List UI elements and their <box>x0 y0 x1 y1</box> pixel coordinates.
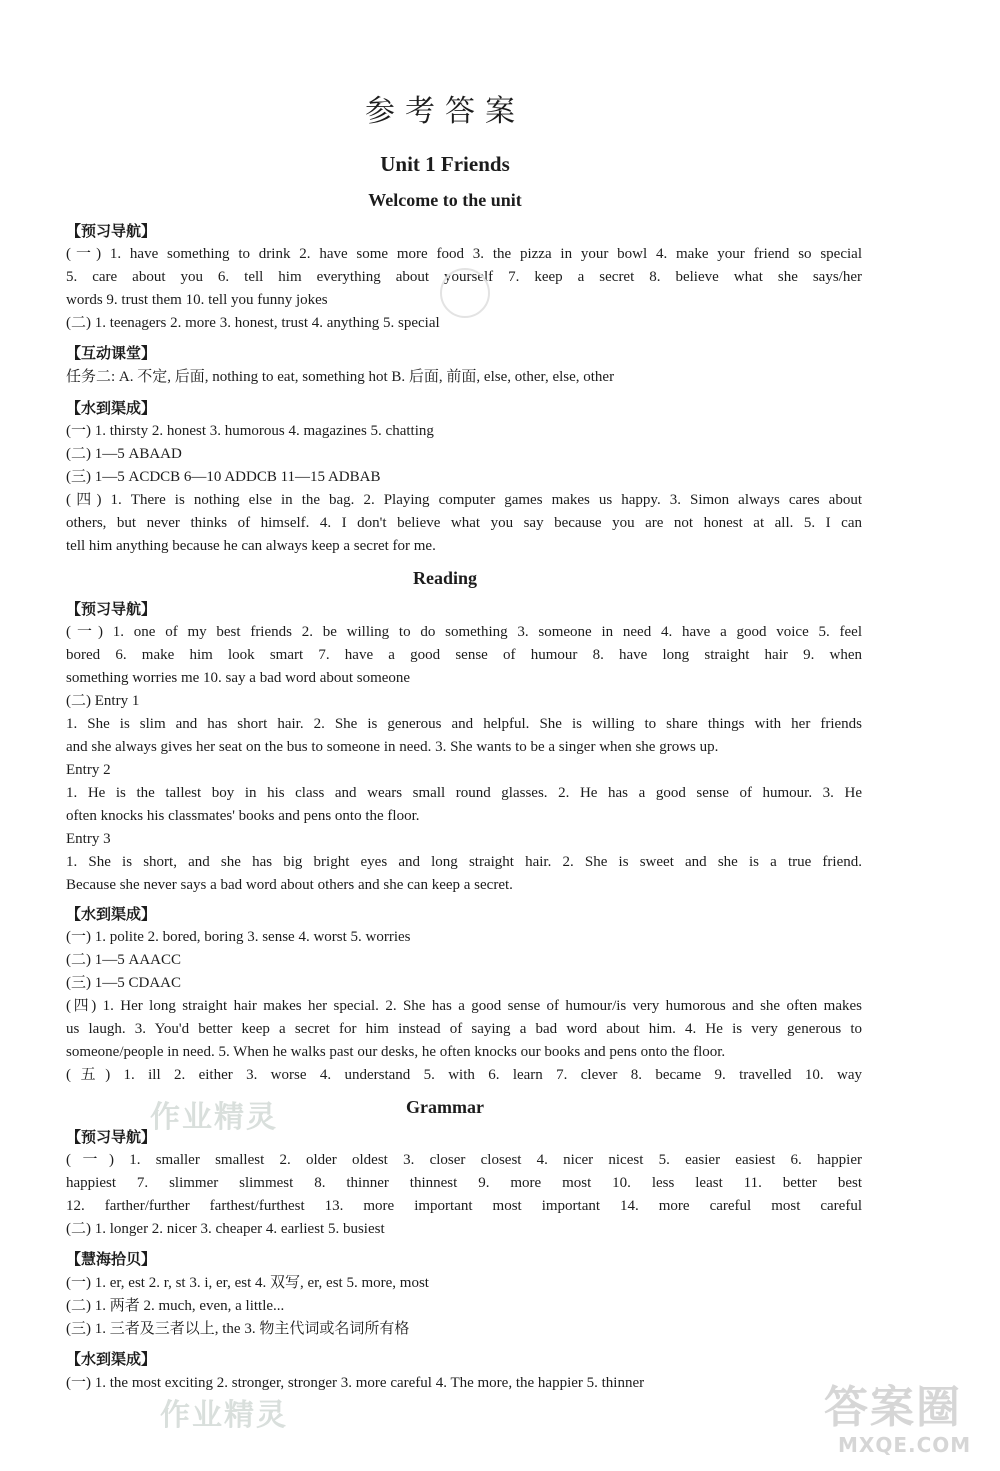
answer-line: words 9. trust them 10. tell you funny jokes <box>66 292 328 308</box>
answer-line: 12. farther/further farthest/furthest 13. more important most important 14. more careful most careful <box>66 1198 862 1214</box>
answer-line: happiest 7. slimmer slimmest 8. thinner thinnest 9. more most 10. less least 11. better best <box>66 1175 862 1191</box>
answer-line: (三) 1—5 CDAAC <box>66 975 181 991</box>
header-practice: 【水到渠成】 <box>66 905 157 923</box>
site-logo <box>818 1371 994 1465</box>
answer-line: bored 6. make him look smart 7. have a good sense of humour 8. have long straight hair 9. when <box>66 647 862 663</box>
logo-text: 答案圈 <box>824 1382 962 1433</box>
answer-line: (一) 1. the most exciting 2. stronger, stronger 3. more careful 4. The more, the happier 5. thinner <box>66 1375 645 1391</box>
answer-line: (三) 1—5 ACDCB 6—10 ADDCB 11—15 ADBAB <box>66 469 381 485</box>
answer-line: (二) 1. teenagers 2. more 3. honest, trust 4. anything 5. special <box>66 315 440 331</box>
header-practice: 【水到渠成】 <box>66 1350 157 1368</box>
answer-line: and she always gives her seat on the bus to someone in need. 3. She wants to be a singer when she grows up. <box>66 739 719 755</box>
answer-line: 1. He is the tallest boy in his class and wears small round glasses. 2. He has a good sense of humour. 3. He <box>66 785 862 801</box>
answer-line: (四) 1. Her long straight hair makes her special. 2. She has a good sense of humour/is very humorous and she often makes <box>66 998 862 1014</box>
answer-line: (一) 1. smaller smallest 2. older oldest 3. closer closest 4. nicer nicest 5. easier easiest 6. happier <box>66 1152 862 1168</box>
header-practice: 【水到渠成】 <box>66 399 157 417</box>
answer-line: something worries me 10. say a bad word about someone <box>66 670 411 686</box>
answer-line: Because she never says a bad word about others and she can keep a secret. <box>66 877 513 893</box>
answer-line: 任务二: A. 不定, 后面, nothing to eat, something hot B. 后面, 前面, else, other, else, other <box>66 369 615 385</box>
stamp-mark <box>440 268 490 318</box>
answer-line: (二) 1—5 AAACC <box>66 952 181 968</box>
answer-line: (二) 1. 两者 2. much, even, a little... <box>66 1298 285 1314</box>
page-title: 参考答案 <box>365 95 525 128</box>
answer-line: (一) 1. er, est 2. r, st 3. i, er, est 4. 双写, er, est 5. more, most <box>66 1275 429 1291</box>
unit-title: Unit 1 Friends <box>380 152 510 176</box>
header-wisdom: 【慧海拾贝】 <box>66 1250 157 1268</box>
logo-url: MXQE.COM <box>838 1433 972 1457</box>
answer-line: 1. She is slim and has short hair. 2. She is generous and helpful. She is willing to share things with her friends <box>66 716 862 732</box>
header-preview: 【预习导航】 <box>66 600 157 618</box>
header-preview: 【预习导航】 <box>66 1128 157 1146</box>
answer-line: tell him anything because he can always keep a secret for me. <box>66 538 436 554</box>
answer-line: (三) 1. 三者及三者以上, the 3. 物主代词或名词所有格 <box>66 1321 410 1337</box>
answer-line: Entry 3 <box>66 831 111 847</box>
watermark-text: 作业精灵 <box>150 1100 278 1135</box>
header-interactive: 【互动课堂】 <box>66 344 157 362</box>
answer-line: (一) 1. thirsty 2. honest 3. humorous 4. magazines 5. chatting <box>66 423 434 439</box>
answer-line: 1. She is short, and she has big bright eyes and long straight hair. 2. She is sweet and she is a true friend. <box>66 854 862 870</box>
watermark-text: 作业精灵 <box>160 1398 288 1433</box>
answer-line: often knocks his classmates' books and pens onto the floor. <box>66 808 420 824</box>
answer-line: (二) Entry 1 <box>66 693 140 709</box>
header-preview: 【预习导航】 <box>66 222 157 240</box>
answer-line: (一) 1. have something to drink 2. have some more food 3. the pizza in your bowl 4. make your friend so special <box>66 246 862 262</box>
section-title-reading: Reading <box>412 568 477 588</box>
answer-line: others, but never thinks of himself. 4. I don't believe what you say because you are not honest at all. 5. I can <box>66 515 862 531</box>
answer-line: us laugh. 3. You'd better keep a secret for him instead of saying a bad word about him. 4. He is very generous to <box>66 1021 862 1037</box>
answer-line: (五) 1. ill 2. either 3. worse 4. understand 5. with 6. learn 7. clever 8. became 9. travelled 10. way <box>66 1067 862 1083</box>
answer-line: someone/people in need. 5. When he walks past our desks, he often knocks our books and pens onto the floor. <box>66 1044 726 1060</box>
answer-line: 5. care about you 6. tell him everything about yourself 7. keep a secret 8. believe what she says/her <box>66 269 862 285</box>
answer-line: Entry 2 <box>66 762 111 778</box>
answer-line: (一) 1. polite 2. bored, boring 3. sense 4. worst 5. worries <box>66 929 411 945</box>
answer-line: (二) 1. longer 2. nicer 3. cheaper 4. earliest 5. busiest <box>66 1221 385 1237</box>
section-title-grammar: Grammar <box>406 1097 484 1117</box>
answer-line: (四) 1. There is nothing else in the bag. 2. Playing computer games makes us happy. 3. Simon always cares about <box>66 492 862 508</box>
answer-line: (二) 1—5 ABAAD <box>66 446 182 462</box>
answer-line: (一) 1. one of my best friends 2. be willing to do something 3. someone in need 4. have a good voice 5. feel <box>66 624 862 640</box>
section-title-welcome: Welcome to the unit <box>368 190 522 210</box>
